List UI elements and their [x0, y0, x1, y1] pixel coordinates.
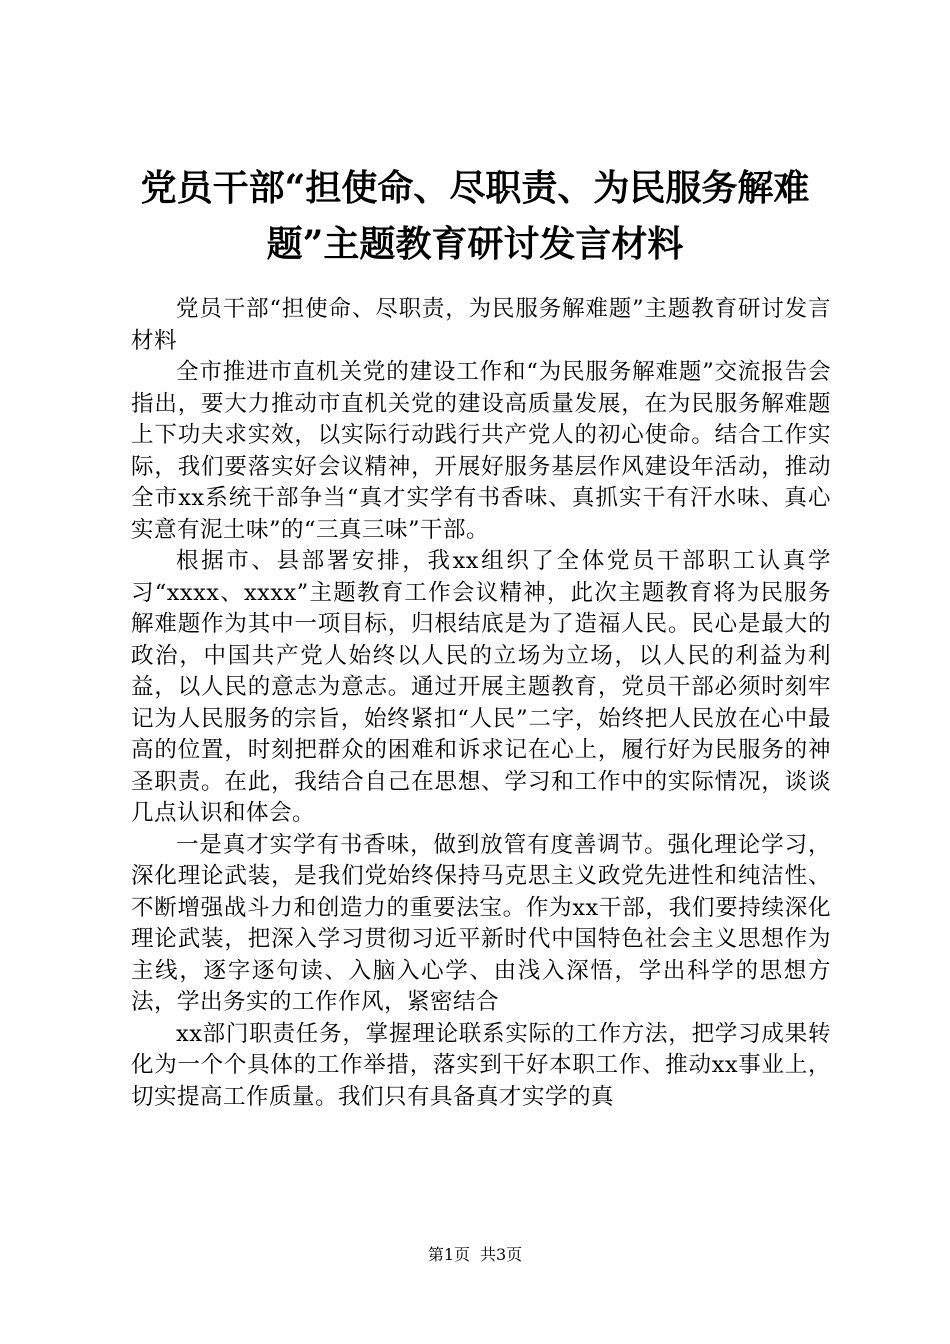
- document-title: 党员干部“担使命、尽职责、为民服务解难题”主题教育研讨发言材料: [140, 167, 810, 265]
- paragraph-point-one: 一是真才实学有书香味，做到放管有度善调节。强化理论学习，深化理论武装，是我们党始终保持马克思主义政党先进性和纯洁性、不断增强战斗力和创造力的重要法宝。作为xx干部，我们要持续深化理论武装，把深入学习贯彻习近平新时代中国特色社会主义思想作为主线，逐字逐句读、入脑入心学、由浅入深悟，学出科学的思想方法，学出务实的工作作风，紧密结合: [131, 831, 831, 1015]
- page-footer: [0, 1244, 950, 1266]
- paragraph-intro: 全市推进市直机关党的建设工作和“为民服务解难题”交流报告会指出，要大力推动市直机关党的建设高质量发展，在为民服务解难题上下功夫求实效，以实际行动践行共产党人的初心使命。结合工作实际，我们要落实好会议精神，开展好服务基层作风建设年活动，推动全市xx系统干部争当“真才实学有书香味、真抓实干有汗水味、真心实意有泥土味”的“三真三味”干部。: [131, 359, 831, 543]
- page-count: 共3页: [480, 1245, 523, 1264]
- document-body: [131, 294, 831, 1113]
- page-number: 第1页: [427, 1245, 470, 1264]
- paragraph-subtitle: 党员干部“担使命、尽职责，为民服务解难题”主题教育研讨发言材料: [131, 296, 831, 354]
- paragraph-background: 根据市、县部署安排，我xx组织了全体党员干部职工认真学习“xxxx、xxxx”主题教育工作会议精神，此次主题教育将为民服务解难题作为其中一项目标，归根结底是为了造福人民。民心是最大的政治，中国共产党人始终以人民的立场为立场，以人民的利益为利益，以人民的意志为意志。通过开展主题教育，党员干部必须时刻牢记为人民服务的宗旨，始终紧扣“人民”二字，始终把人民放在心中最高的位置，时刻把群众的困难和诉求记在心上，履行好为民服务的神圣职责。在此，我结合自己在思想、学习和工作中的实际情况，谈谈几点认识和体会。: [131, 548, 831, 826]
- paragraph-continuation: xx部门职责任务，掌握理论联系实际的工作方法，把学习成果转化为一个个具体的工作举措，落实到干好本职工作、推动xx事业上，切实提高工作质量。我们只有具备真才实学的真: [131, 1020, 831, 1110]
